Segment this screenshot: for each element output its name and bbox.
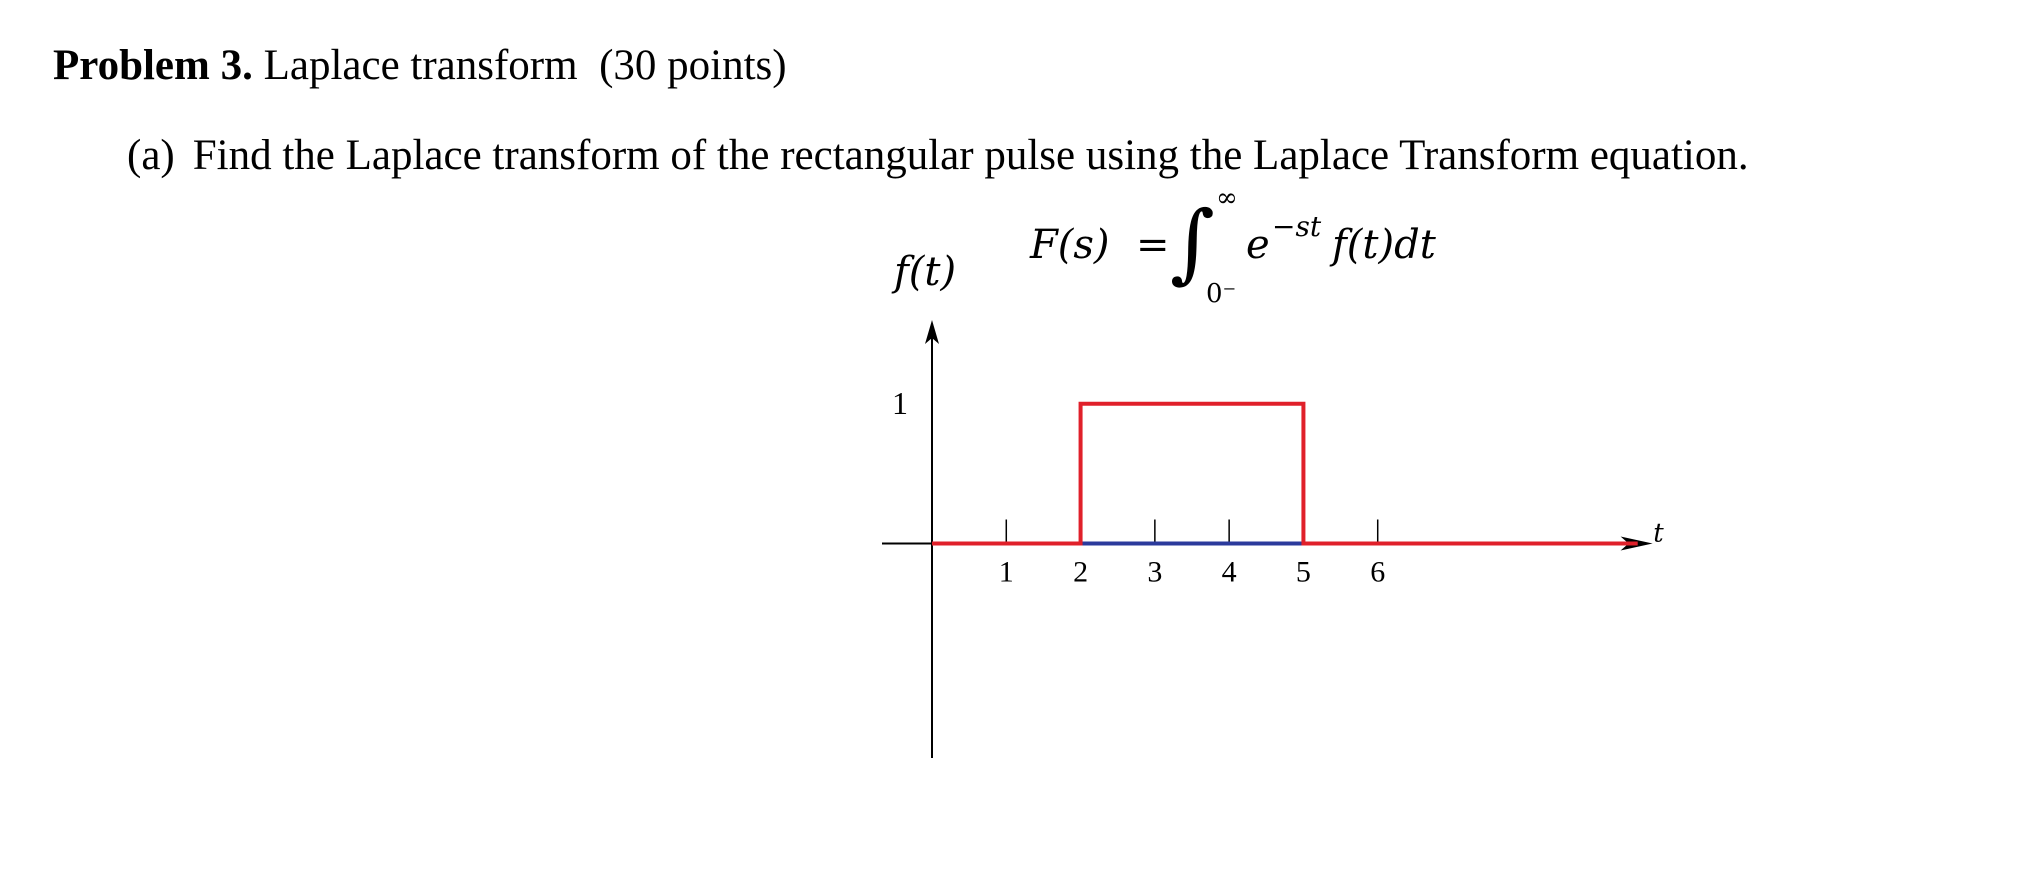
formula-equals: =	[1136, 222, 1170, 268]
x-axis-label: t	[1653, 518, 1664, 549]
x-tick-label: 1	[998, 555, 1014, 589]
part-a-label: (a)	[127, 132, 175, 179]
x-tick-label: 3	[1147, 555, 1163, 589]
y-axis-label: f(t)	[894, 249, 957, 295]
formula-lhs: F(s)	[1030, 222, 1110, 268]
y-tick-label: 1	[892, 384, 908, 421]
integrand-base: e	[1246, 222, 1270, 268]
integral-upper-limit: ∞	[1216, 183, 1238, 213]
integrand-rest: f(t)dt	[1332, 222, 1436, 268]
part-a-text: Find the Laplace transform of the rectangular pulse using the Laplace Transform equation.	[192, 132, 1749, 179]
x-tick-label: 4	[1221, 555, 1237, 589]
integral-sign: ∫	[1170, 193, 1215, 293]
problem-heading	[53, 38, 787, 94]
x-tick-label: 6	[1370, 555, 1386, 589]
pulse-graph	[880, 249, 1664, 760]
x-tick-label: 2	[1073, 555, 1089, 589]
pulse-series-line	[932, 404, 1638, 544]
part-a-question	[127, 128, 1749, 184]
problem-title: Laplace transform	[263, 42, 578, 89]
problem-number: Problem 3.	[53, 42, 253, 89]
x-tick-label: 5	[1295, 555, 1311, 589]
integrand-exponent: −st	[1272, 210, 1322, 243]
problem-points: (30 points)	[599, 42, 787, 89]
laplace-formula	[1010, 180, 1530, 320]
integral-lower-limit: 0⁻	[1206, 279, 1237, 309]
